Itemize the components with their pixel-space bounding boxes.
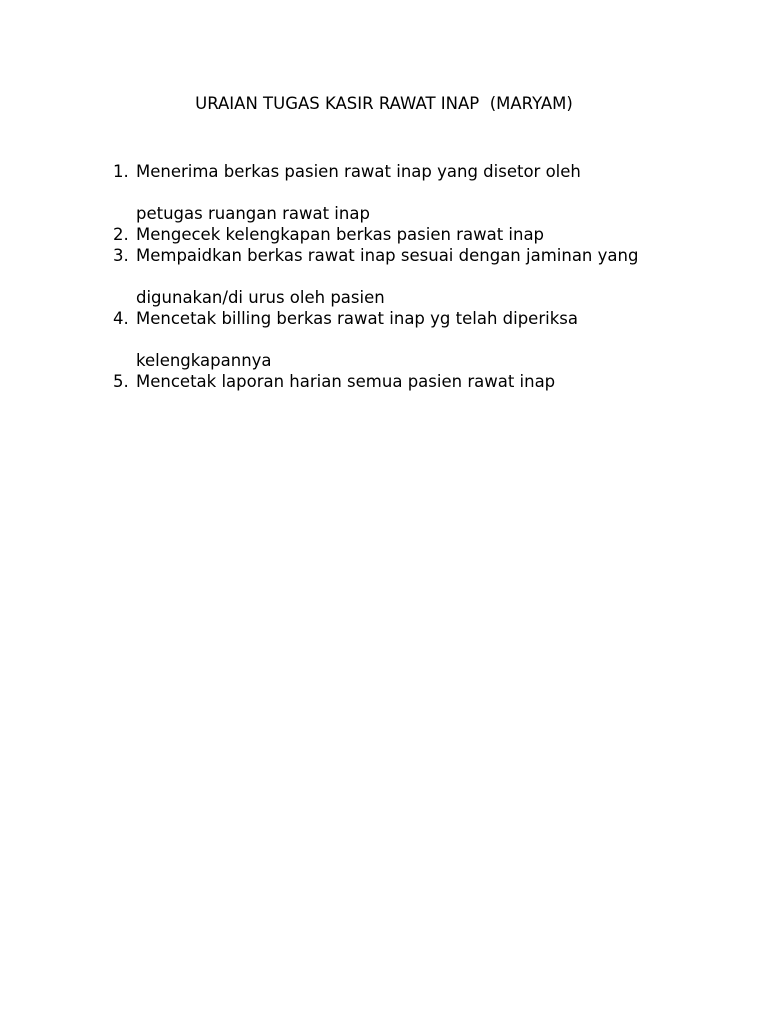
item-text: Mengecek kelengkapan berkas pasien rawat inap bbox=[136, 225, 545, 244]
item-text: Mencetak billing berkas rawat inap yg telah diperiksa bbox=[136, 309, 578, 328]
item-number: 2. bbox=[113, 225, 129, 244]
list-item bbox=[113, 161, 638, 224]
list-item bbox=[113, 245, 638, 308]
item-text-continuation: kelengkapannya bbox=[136, 351, 272, 370]
item-text-continuation: digunakan/di urus oleh pasien bbox=[136, 288, 385, 307]
item-text: Menerima berkas pasien rawat inap yang disetor oleh bbox=[136, 162, 581, 181]
item-number: 4. bbox=[113, 309, 129, 328]
item-number: 5. bbox=[113, 372, 129, 391]
list-item bbox=[113, 308, 638, 371]
item-text: Mencetak laporan harian semua pasien rawat inap bbox=[136, 372, 556, 391]
task-list bbox=[113, 161, 638, 392]
list-item bbox=[113, 371, 638, 392]
item-number: 3. bbox=[113, 246, 129, 265]
list-item bbox=[113, 224, 638, 245]
item-text-continuation: petugas ruangan rawat inap bbox=[136, 204, 370, 223]
item-text: Mempaidkan berkas rawat inap sesuai dengan jaminan yang bbox=[136, 246, 639, 265]
document-title: URAIAN TUGAS KASIR RAWAT INAP (MARYAM) bbox=[195, 94, 573, 113]
item-number: 1. bbox=[113, 162, 129, 181]
